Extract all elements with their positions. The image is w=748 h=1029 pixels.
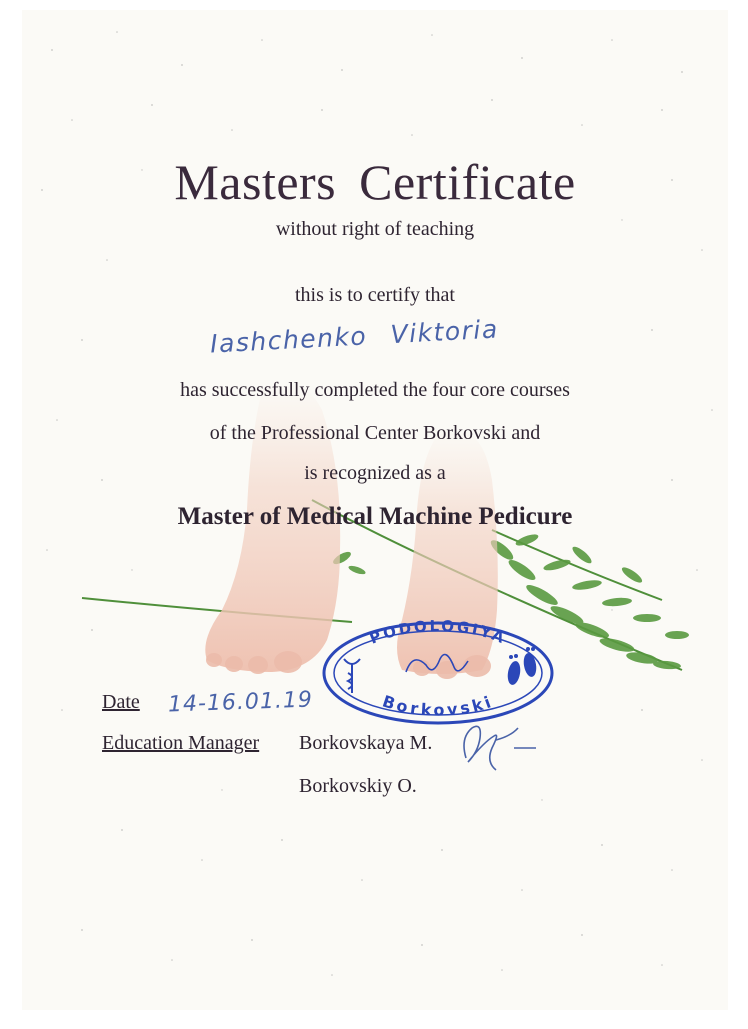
body-line-2: of the Professional Center Borkovski and [209, 422, 541, 444]
recipient-name-handwritten: Iashchenko Viktoria [209, 314, 500, 359]
certificate-title: Masters Certificate [174, 154, 576, 210]
footprints-icon [506, 647, 538, 686]
svg-text:PODOLOGIYA [367, 617, 509, 648]
podologiya-stamp [318, 617, 558, 727]
education-manager-label: Education Manager [102, 732, 260, 754]
body-line-3: is recognized as a [304, 462, 446, 484]
certificate-subtitle: without right of teaching [275, 218, 475, 240]
manager-signature [456, 718, 546, 776]
date-value-handwritten: 14-16.01.19 [167, 687, 314, 718]
certify-line: this is to certify that [295, 284, 455, 306]
date-label: Date [102, 691, 140, 713]
stamp-bottom-text: Borkovski [380, 691, 497, 720]
body-line-1: has successfully completed the four core courses [180, 379, 570, 401]
svg-text:Borkovski [380, 691, 496, 719]
caduceus-icon [344, 659, 360, 693]
manager-name-1: Borkovskaya M. [299, 732, 433, 754]
manager-name-2: Borkovskiy O. [299, 775, 417, 797]
degree-title: Master of Medical Machine Pedicure [177, 503, 573, 530]
stamp-signature-scribble [406, 655, 468, 673]
certificate-page [22, 10, 728, 1010]
stamp-top-text: PODOLOGIYA [366, 617, 510, 648]
